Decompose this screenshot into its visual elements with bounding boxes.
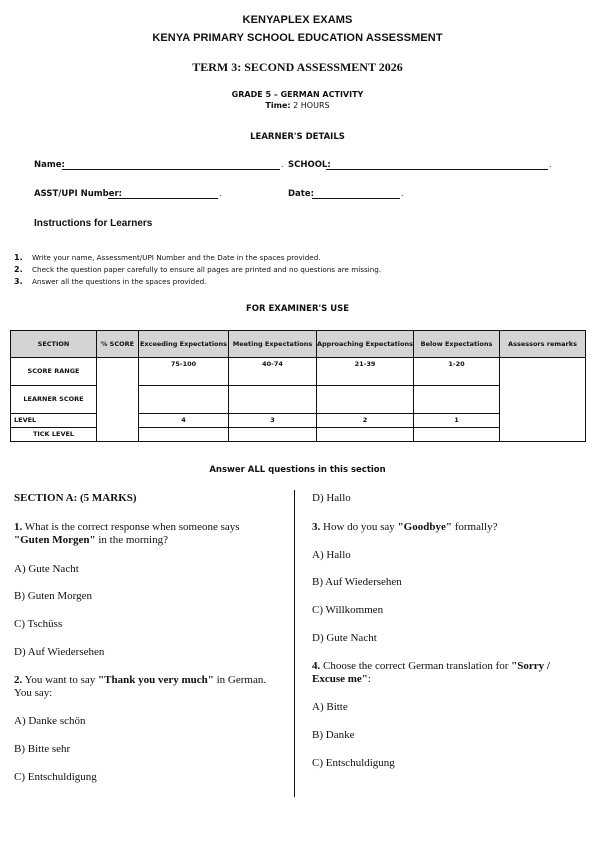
q1-option-a[interactable]: A) Gute Nacht — [14, 563, 79, 575]
q4-option-b[interactable]: B) Danke — [312, 729, 355, 741]
col-section: SECTION — [11, 331, 97, 358]
col-meeting: Meeting Expectations — [229, 331, 317, 358]
table-row — [11, 358, 586, 386]
q1-option-d[interactable]: D) Auf Wiedersehen — [14, 646, 105, 658]
learner-score-cell[interactable] — [139, 386, 229, 414]
question-text: How do you say — [320, 521, 398, 533]
instruction-text: Answer all the questions in the spaces provided. — [32, 277, 207, 286]
question-text: Choose the correct German translation for — [320, 660, 512, 672]
grade-subject: GRADE 5 – GERMAN ACTIVITY — [231, 90, 364, 99]
question-emphasis: "Thank you very much" — [98, 674, 214, 686]
instructions-list — [14, 247, 382, 286]
question-number: 3. — [312, 521, 321, 533]
instruction-num: 2. — [14, 265, 23, 274]
date-dot: . — [401, 189, 404, 198]
instruction-text: Check the question paper carefully to ensure all pages are printed and no questions are missing. — [32, 265, 382, 274]
question-number: 4. — [312, 660, 321, 672]
learner-details-heading: LEARNER'S DETAILS — [250, 132, 345, 142]
instruction-text: Write your name, Assessment/UPI Number and the Date in the spaces provided. — [32, 253, 321, 262]
school-dot: . — [549, 160, 552, 169]
instruction-item — [14, 259, 382, 274]
date-field[interactable] — [312, 198, 400, 199]
range-approaching: 21-39 — [317, 358, 414, 386]
q2-option-a[interactable]: A) Danke schön — [14, 715, 86, 727]
asst-dot: . — [219, 189, 222, 198]
question-text: What is the correct response when someone says — [22, 521, 240, 533]
question-2 — [14, 674, 276, 700]
col-exceeding: Exceeding Expectations — [139, 331, 229, 358]
col-approaching: Approaching Expectations — [317, 331, 414, 358]
learner-score-cell[interactable] — [414, 386, 500, 414]
q2-option-d[interactable]: D) Hallo — [312, 492, 351, 504]
date-label: Date: — [288, 189, 315, 199]
row-score-range: SCORE RANGE — [11, 358, 97, 386]
time-value: 2 HOURS — [293, 101, 330, 110]
question-emphasis: "Guten Morgen" — [14, 534, 96, 546]
school-field[interactable] — [326, 169, 548, 170]
time-label: Time: — [265, 101, 291, 110]
answer-all-note: Answer ALL questions in this section — [209, 465, 386, 475]
level-approaching: 2 — [317, 414, 414, 428]
q1-option-c[interactable]: C) Tschüss — [14, 618, 63, 630]
range-exceeding: 75-100 — [139, 358, 229, 386]
question-1 — [14, 521, 276, 547]
question-number: 1. — [14, 521, 23, 533]
level-below: 1 — [414, 414, 500, 428]
name-field[interactable] — [62, 169, 280, 170]
range-meeting: 40-74 — [229, 358, 317, 386]
term-title: TERM 3: SECOND ASSESSMENT 2026 — [192, 60, 403, 74]
level-exceeding: 4 — [139, 414, 229, 428]
row-learner-score: LEARNER SCORE — [11, 386, 97, 414]
q3-option-a[interactable]: A) Hallo — [312, 549, 351, 561]
q3-option-c[interactable]: C) Willkommen — [312, 604, 384, 616]
column-divider — [294, 490, 295, 797]
question-3 — [312, 521, 582, 534]
col-score: % SCORE — [97, 331, 139, 358]
tick-cell[interactable] — [414, 428, 500, 442]
row-tick-level: TICK LEVEL — [11, 428, 97, 442]
range-below: 1-20 — [414, 358, 500, 386]
q3-option-d[interactable]: D) Gute Nacht — [312, 632, 377, 644]
question-emphasis: "Goodbye" — [397, 521, 452, 533]
asst-number-field[interactable] — [108, 198, 218, 199]
score-cell[interactable] — [97, 358, 139, 442]
name-label: Name: — [34, 160, 65, 170]
q4-option-a[interactable]: A) Bitte — [312, 701, 348, 713]
time-line — [0, 101, 595, 110]
remarks-cell[interactable] — [500, 358, 586, 442]
learner-score-cell[interactable] — [229, 386, 317, 414]
school-label: SCHOOL: — [288, 160, 331, 170]
question-4 — [312, 660, 584, 686]
q2-option-c[interactable]: C) Entschuldigung — [14, 771, 97, 783]
examiner-table — [10, 330, 586, 442]
q2-option-b[interactable]: B) Bitte sehr — [14, 743, 71, 755]
question-number: 2. — [14, 674, 23, 686]
q3-option-b[interactable]: B) Auf Wiedersehen — [312, 576, 402, 588]
col-remarks: Assessors remarks — [500, 331, 586, 358]
table-header-row — [11, 331, 586, 358]
question-text: formally? — [451, 521, 498, 533]
instruction-num: 3. — [14, 277, 23, 286]
instruction-num: 1. — [14, 253, 23, 262]
q1-option-b[interactable]: B) Guten Morgen — [14, 590, 93, 602]
question-text: : — [367, 673, 371, 685]
row-level: LEVEL — [11, 414, 97, 428]
tick-cell[interactable] — [229, 428, 317, 442]
name-dot: . — [281, 160, 284, 169]
q4-option-c[interactable]: C) Entschuldigung — [312, 757, 395, 769]
tick-cell[interactable] — [317, 428, 414, 442]
assessment-title: KENYA PRIMARY SCHOOL EDUCATION ASSESSMENT — [152, 32, 443, 44]
instructions-title: Instructions for Learners — [34, 218, 153, 229]
instruction-item — [14, 247, 381, 262]
question-text: You want to say — [22, 674, 99, 686]
question-emphasis: "Sorry / Excuse me" — [312, 660, 550, 685]
col-below: Below Expectations — [414, 331, 500, 358]
asst-number-label: ASST/UPI Number: — [34, 189, 123, 199]
question-text: in German. You say: — [14, 674, 267, 699]
level-meeting: 3 — [229, 414, 317, 428]
exam-org: KENYAPLEX EXAMS — [242, 14, 353, 26]
examiner-use-heading: FOR EXAMINER'S USE — [245, 304, 350, 314]
learner-score-cell[interactable] — [317, 386, 414, 414]
section-a-title: SECTION A: (5 MARKS) — [14, 492, 137, 504]
tick-cell[interactable] — [139, 428, 229, 442]
question-text: in the morning? — [95, 534, 168, 546]
